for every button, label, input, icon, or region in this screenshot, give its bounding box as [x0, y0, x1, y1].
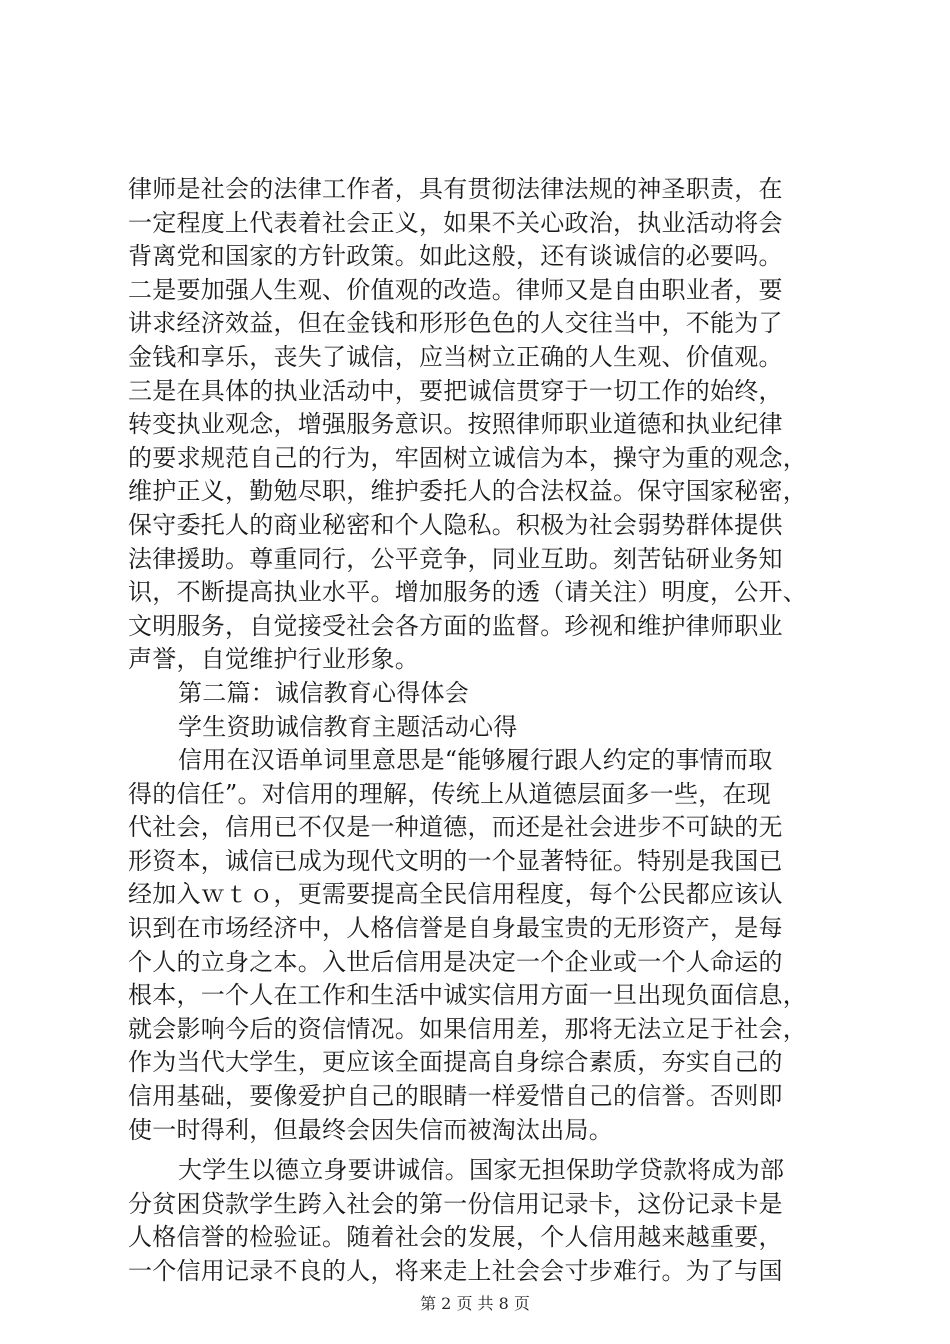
- text-line: 经加入ｗｔｏ，更需要提高全民信用程度，每个公民都应该认: [128, 880, 783, 909]
- section-subheading: 学生资助诚信教育主题活动心得: [178, 712, 518, 741]
- text-line: 背离党和国家的方针政策。如此这般，还有谈诚信的必要吗。: [128, 242, 783, 271]
- text-line: 金钱和享乐，丧失了诚信，应当树立正确的人生观、价值观。: [128, 342, 783, 371]
- text-line: 的要求规范自己的行为，牢固树立诚信为本，操守为重的观念，: [128, 443, 807, 472]
- text-line: 律师是社会的法律工作者，具有贯彻法律法规的神圣职责，在: [128, 175, 783, 203]
- text-line: 识到在市场经济中，人格信誉是自身最宝贵的无形资产，是每: [128, 914, 783, 943]
- text-line: 法律援助。尊重同行，公平竞争，同业互助。刻苦钻研业务知: [128, 544, 783, 573]
- text-line: 形资本，诚信已成为现代文明的一个显著特征。特别是我国已: [128, 846, 783, 875]
- text-line: 作为当代大学生，更应该全面提高自身综合素质，夯实自己的: [128, 1048, 783, 1077]
- text-line: 声誉，自觉维护行业形象。: [128, 645, 419, 674]
- text-line: 根本，一个人在工作和生活中诚实信用方面一旦出现负面信息，: [128, 981, 807, 1010]
- page-number-footer: 第 2 页 共 8 页: [420, 1294, 530, 1313]
- text-line: 个人的立身之本。入世后信用是决定一个企业或一个人命运的: [128, 947, 783, 976]
- paragraph-start-line: 信用在汉语单词里意思是“能够履行跟人约定的事情而取: [178, 746, 773, 775]
- paragraph-start-line: 大学生以德立身要讲诚信。国家无担保助学贷款将成为部: [178, 1156, 785, 1185]
- text-line: 信用基础，要像爱护自己的眼睛一样爱惜自己的信誉。否则即: [128, 1082, 783, 1111]
- section-heading: 第二篇：诚信教育心得体会: [178, 678, 469, 707]
- text-line: 代社会，信用已不仅是一种道德，而还是社会进步不可缺的无: [128, 813, 783, 842]
- text-line: 一个信用记录不良的人，将来走上社会会寸步难行。为了与国: [128, 1257, 783, 1285]
- text-line: 人格信誉的检验证。随着社会的发展，个人信用越来越重要，: [128, 1223, 783, 1252]
- document-body: [128, 173, 838, 1289]
- text-line: 文明服务，自觉接受社会各方面的监督。珍视和维护律师职业: [128, 611, 783, 640]
- text-line: 维护正义，勤勉尽职，维护委托人的合法权益。保守国家秘密，: [128, 477, 807, 506]
- text-line: 分贫困贷款学生跨入社会的第一份信用记录卡，这份记录卡是: [128, 1189, 783, 1218]
- text-line: 使一时得利，但最终会因失信而被淘汰出局。: [128, 1115, 613, 1144]
- text-line: 转变执业观念，增强服务意识。按照律师职业道德和执业纪律: [128, 410, 783, 439]
- text-line: 一定程度上代表着社会正义，如果不关心政治，执业活动将会: [128, 208, 783, 237]
- text-line: 三是在具体的执业活动中，要把诚信贯穿于一切工作的始终，: [128, 376, 783, 405]
- text-line: 得的信任”。对信用的理解，传统上从道德层面多一些，在现: [128, 779, 772, 808]
- text-line: 就会影响今后的资信情况。如果信用差，那将无法立足于社会，: [128, 1014, 807, 1043]
- text-line: 保守委托人的商业秘密和个人隐私。积极为社会弱势群体提供: [128, 510, 783, 539]
- text-line: 识，不断提高执业水平。增加服务的透（请关注）明度，公开、: [128, 578, 807, 607]
- text-line: 讲求经济效益，但在金钱和形形色色的人交往当中，不能为了: [128, 309, 783, 338]
- text-line: 二是要加强人生观、价值观的改造。律师又是自由职业者，要: [128, 275, 783, 304]
